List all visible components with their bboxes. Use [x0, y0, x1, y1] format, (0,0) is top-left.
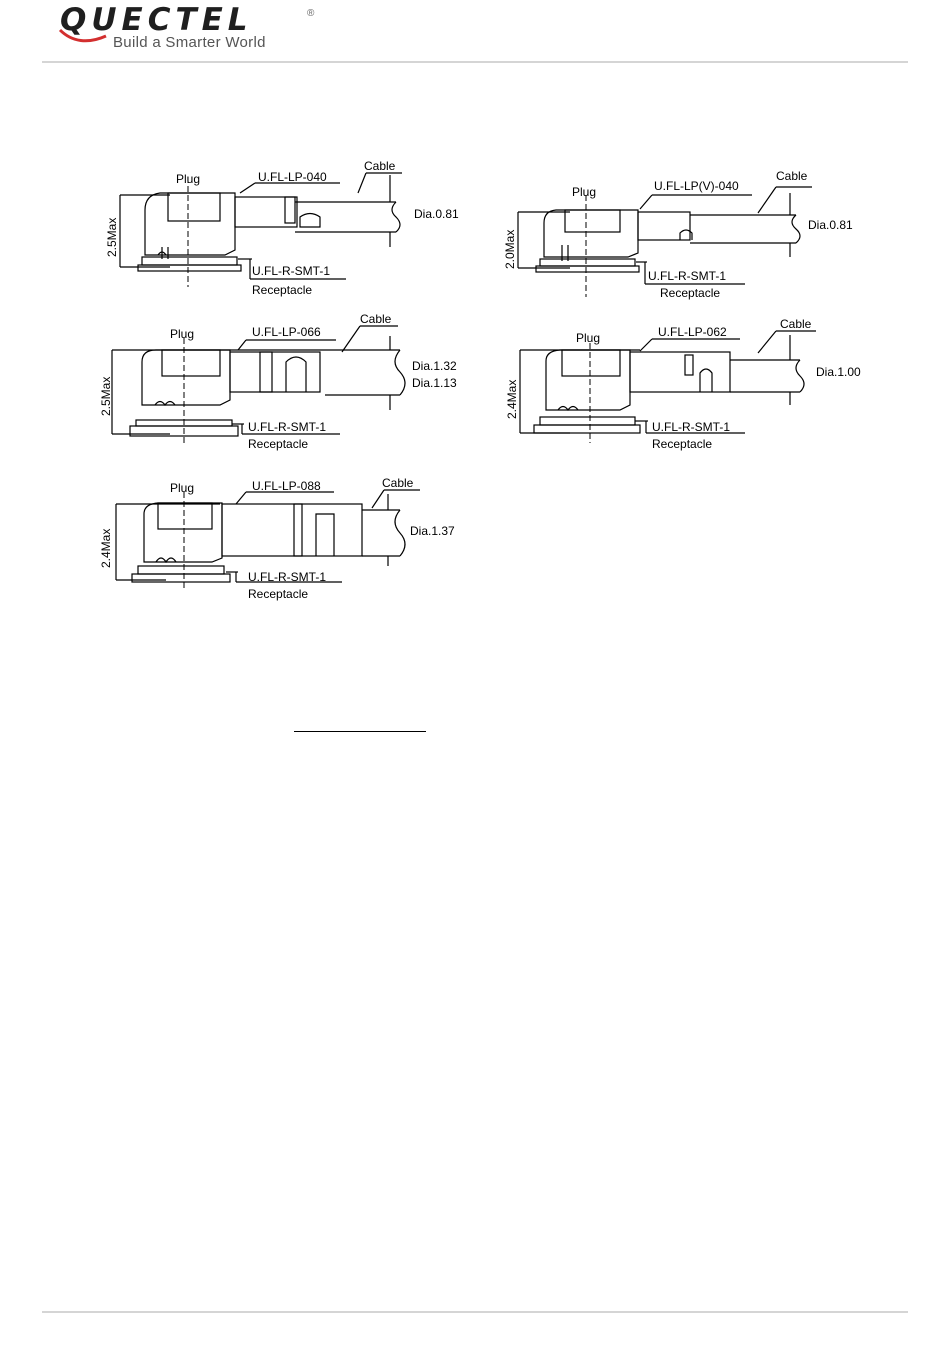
receptacle-part-label: U.FL-R-SMT-1 — [248, 420, 326, 434]
receptacle-label: Receptacle — [248, 587, 309, 601]
plug-label: Plug — [576, 331, 601, 345]
receptacle-part-label: U.FL-R-SMT-1 — [652, 420, 730, 434]
part-label: U.FL-LP-088 — [252, 479, 321, 493]
part-label: U.FL-LP-066 — [252, 325, 321, 339]
figure-u-fl-lp-v-040 — [500, 165, 880, 315]
dia-label: Dia.1.37 — [410, 524, 455, 538]
height-label: 2.0Max — [503, 229, 517, 269]
part-label: U.FL-LP-040 — [258, 170, 327, 184]
logo-wordmark: QUECTEL — [60, 2, 253, 38]
hyperlink-underline — [294, 731, 426, 732]
cable-label: Cable — [776, 169, 808, 183]
logo-tagline: Build a Smarter World — [113, 34, 266, 51]
plug-label: Plug — [572, 185, 597, 199]
plug-label: Plug — [170, 481, 195, 495]
cable-label: Cable — [364, 159, 396, 173]
figure-u-fl-lp-040 — [100, 155, 480, 305]
height-label: 2.5Max — [105, 217, 119, 257]
receptacle-part-label: U.FL-R-SMT-1 — [648, 269, 726, 283]
dia-label-1: Dia.1.32 — [412, 359, 457, 373]
dia-label: Dia.1.00 — [816, 365, 861, 379]
part-label: U.FL-LP(V)-040 — [654, 179, 739, 193]
height-label: 2.5Max — [99, 376, 113, 416]
registered-mark: ® — [307, 8, 315, 19]
receptacle-part-label: U.FL-R-SMT-1 — [252, 264, 330, 278]
cable-label: Cable — [382, 476, 414, 490]
receptacle-label: Receptacle — [652, 437, 713, 451]
figure-u-fl-lp-062 — [500, 315, 880, 465]
cable-label: Cable — [360, 312, 392, 326]
receptacle-label: Receptacle — [248, 437, 309, 451]
height-label: 2.4Max — [99, 528, 113, 568]
dia-label-2: Dia.1.13 — [412, 376, 457, 390]
height-label: 2.4Max — [505, 379, 519, 419]
footer-divider — [42, 1311, 908, 1313]
part-label: U.FL-LP-062 — [658, 325, 727, 339]
plug-label: Plug — [170, 327, 195, 341]
figure-u-fl-lp-088 — [96, 470, 476, 610]
cable-label: Cable — [780, 317, 812, 331]
receptacle-label: Receptacle — [252, 283, 313, 297]
dia-label: Dia.0.81 — [414, 207, 459, 221]
receptacle-part-label: U.FL-R-SMT-1 — [248, 570, 326, 584]
figure-u-fl-lp-066 — [100, 310, 480, 460]
dia-label: Dia.0.81 — [808, 218, 853, 232]
plug-label: Plug — [176, 172, 201, 186]
receptacle-label: Receptacle — [660, 286, 721, 300]
